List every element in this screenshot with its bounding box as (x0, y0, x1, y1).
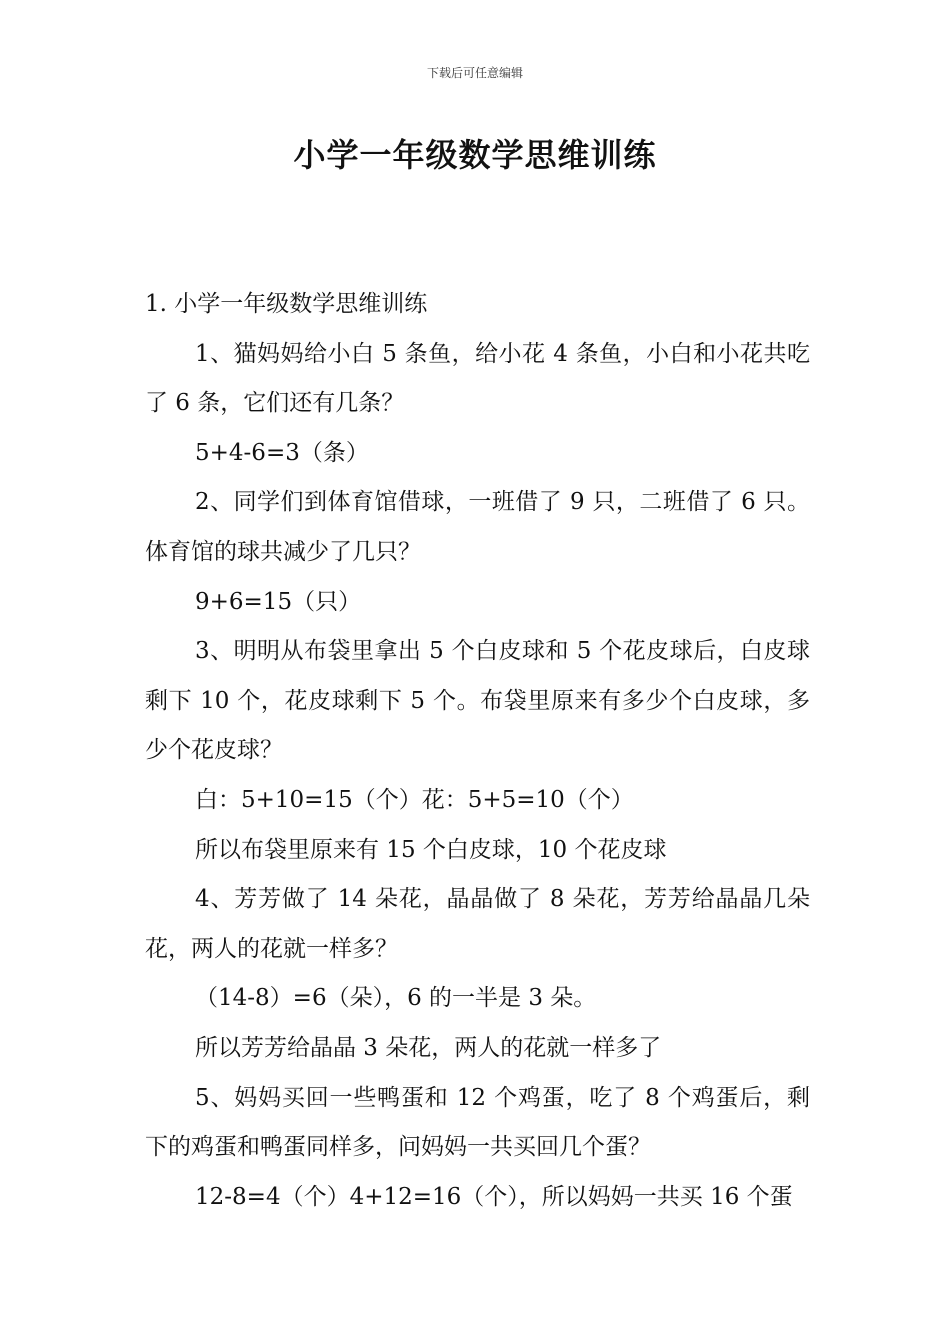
document-title: 小学一年级数学思维训练 (293, 136, 657, 174)
answer-4-conclusion: 所以芳芳给晶晶 3 朵花，两人的花就一样多了 (195, 1034, 662, 1061)
question-2: 2、同学们到体育馆借球，一班借了 9 只，二班借了 6 只。体育馆的球共减少了几只？ (145, 489, 810, 565)
answer-4-calculation: （14-8）=6（朵），6 的一半是 3 朵。 (195, 985, 597, 1012)
section-heading: 1. 小学一年级数学思维训练 (145, 291, 428, 317)
question-4: 4、芳芳做了 14 朵花，晶晶做了 8 朵花，芳芳给晶晶几朵花，两人的花就一样多？ (145, 886, 810, 962)
answer-2: 9+6=15（只） (195, 588, 362, 615)
answer-5: 12-8=4（个）4+12=16（个），所以妈妈一共买 16 个蛋 (195, 1183, 793, 1210)
answer-1: 5+4-6=3（条） (195, 439, 369, 466)
question-3: 3、明明从布袋里拿出 5 个白皮球和 5 个花皮球后，白皮球剩下 10 个，花皮球剩下 5 个。布袋里原来有多少个白皮球，多少个花皮球？ (145, 638, 810, 764)
answer-3-calculation: 白：5+10=15（个）花：5+5=10（个） (195, 786, 634, 813)
question-5: 5、妈妈买回一些鸭蛋和 12 个鸡蛋，吃了 8 个鸡蛋后，剩下的鸡蛋和鸭蛋同样多，问妈妈一共买回几个蛋？ (145, 1084, 810, 1161)
header-note: 下载后可任意编辑 (426, 66, 523, 80)
document-body (145, 280, 810, 1222)
answer-3-conclusion: 所以布袋里原来有 15 个白皮球，10 个花皮球 (195, 836, 667, 863)
question-1: 1、猫妈妈给小白 5 条鱼，给小花 4 条鱼，小白和小花共吃了 6 条，它们还有几条？ (145, 340, 810, 417)
